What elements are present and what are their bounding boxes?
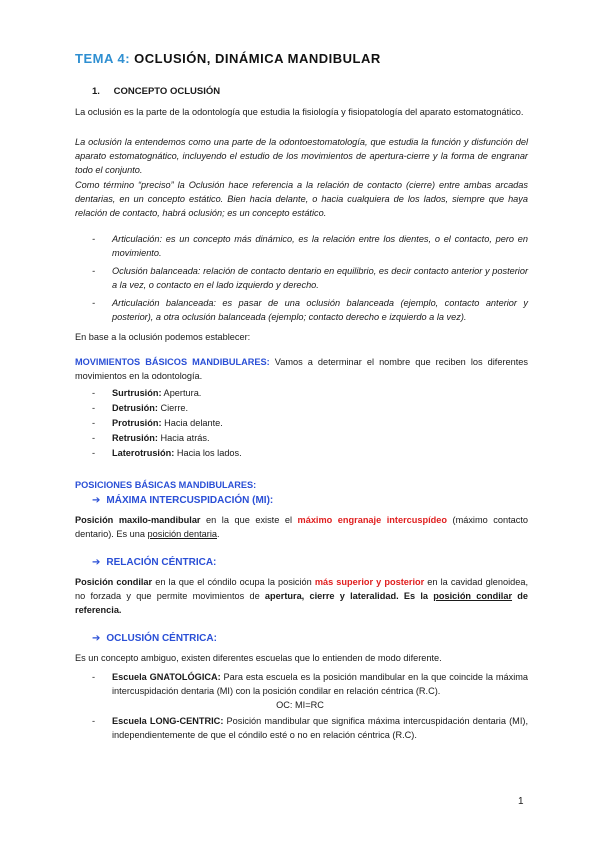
arrow-icon: ➔ [92,557,101,568]
list-item: - Articulación: es un concepto más dinámico, es la relación entre los dientes, o el contacto, pero en movimiento. [92,234,528,258]
mi-heading: ➔ MÁXIMA INTERCUSPIDACIÓN (MI): [92,495,274,506]
rc-heading: ➔ RELACIÓN CÉNTRICA: [92,557,217,568]
title-prefix: TEMA 4: [75,51,131,66]
rc-paragraph: Posición condilar en la que el cóndilo ocupa la posición más superior y posterior en la cavidad glenoidea, no forzada y que permite movimientos de apertura, cierre y lateralidad. Es la posición condilar de referencia. [75,577,528,615]
list-item: - Oclusión balanceada: relación de contacto dentario en equilibrio, es decir contacto anterior y posterior a la vez, o contacto en el lado izquierdo y derecho. [92,266,528,290]
schools-list-2 [92,714,528,742]
schools-list [92,670,528,698]
paragraph-precise-term: Como término “preciso” la Oclusión hace referencia a la relación de contacto (cierre) entre ambas arcadas dentarias, en un concepto estático. Bien hacia delante, o hacia cualquiera de los lados, siempre que haya relación de contacto, habrá oclusión; es un concepto estático. [75,180,528,218]
section-heading [92,86,220,97]
movimientos-label: MOVIMIENTOS BÁSICOS MANDIBULARES: [75,357,270,367]
page-title [75,51,381,66]
posiciones-heading: POSICIONES BÁSICAS MANDIBULARES: [75,480,257,490]
list-item: - Detrusión: Cierre. [92,403,189,413]
list-item: - Articulación balanceada: es pasar de una oclusión balanceada (ejemplo, contacto anterior y posterior), a otra oclusión balanceada (ejemplo; contacto derecho e izquierdo a la vez). [92,298,528,322]
paragraph-understanding: La oclusión la entendemos como una parte de la odontoestomatología, que estudia la función y disfunción del aparato estomatognático, incluyendo el estudio de los movimientos de apertura-cierre y la forma de engranar todo el conjunto. [75,137,528,175]
page-number: 1 [518,796,524,807]
list-item: - Protrusión: Hacia delante. [92,418,223,428]
list-item: - Surtrusión: Apertura. [92,388,202,398]
list-item: - Escuela LONG-CENTRIC: Posición mandibular que significa máxima intercuspidación dentaria (MI), independientemente de que el cóndilo esté o no en relación céntrica (R.C). [92,716,528,740]
arrow-icon: ➔ [92,495,101,506]
list-item: - Escuela GNATOLÓGICA: Para esta escuela es la posición mandibular en la que coincide la máxima intercuspidación dentaria (MI) con la posición condilar en relación céntrica (R.C). [92,672,528,696]
movimientos-paragraph: MOVIMIENTOS BÁSICOS MANDIBULARES: Vamos a determinar el nombre que reciben los diferentes movimientos en la odontología. [75,357,528,381]
paragraph-definition: La oclusión es la parte de la odontología que estudia la fisiología y fisiopatología del aparato estomatognático. [75,107,524,117]
title-main: OCLUSIÓN, DINÁMICA MANDIBULAR [134,51,381,66]
mi-paragraph: Posición maxilo-mandibular en la que existe el máximo engranaje intercuspídeo (máximo contacto dentario). Es una posición dentaria. [75,515,528,539]
section-number: 1. [92,86,100,97]
section-title: CONCEPTO OCLUSIÓN [113,86,221,97]
oc-heading: ➔ OCLUSIÓN CÉNTRICA: [92,633,217,644]
paragraph-base: En base a la oclusión podemos establecer: [75,332,251,342]
list-item: - Retrusión: Hacia atrás. [92,433,210,443]
formula: OC: MI=RC [276,700,324,710]
concept-list [92,232,528,324]
oc-intro: Es un concepto ambiguo, existen diferentes escuelas que lo entienden de modo diferente. [75,653,442,663]
arrow-icon: ➔ [92,633,101,644]
movements-list [92,386,528,460]
list-item: - Laterotrusión: Hacia los lados. [92,448,242,458]
